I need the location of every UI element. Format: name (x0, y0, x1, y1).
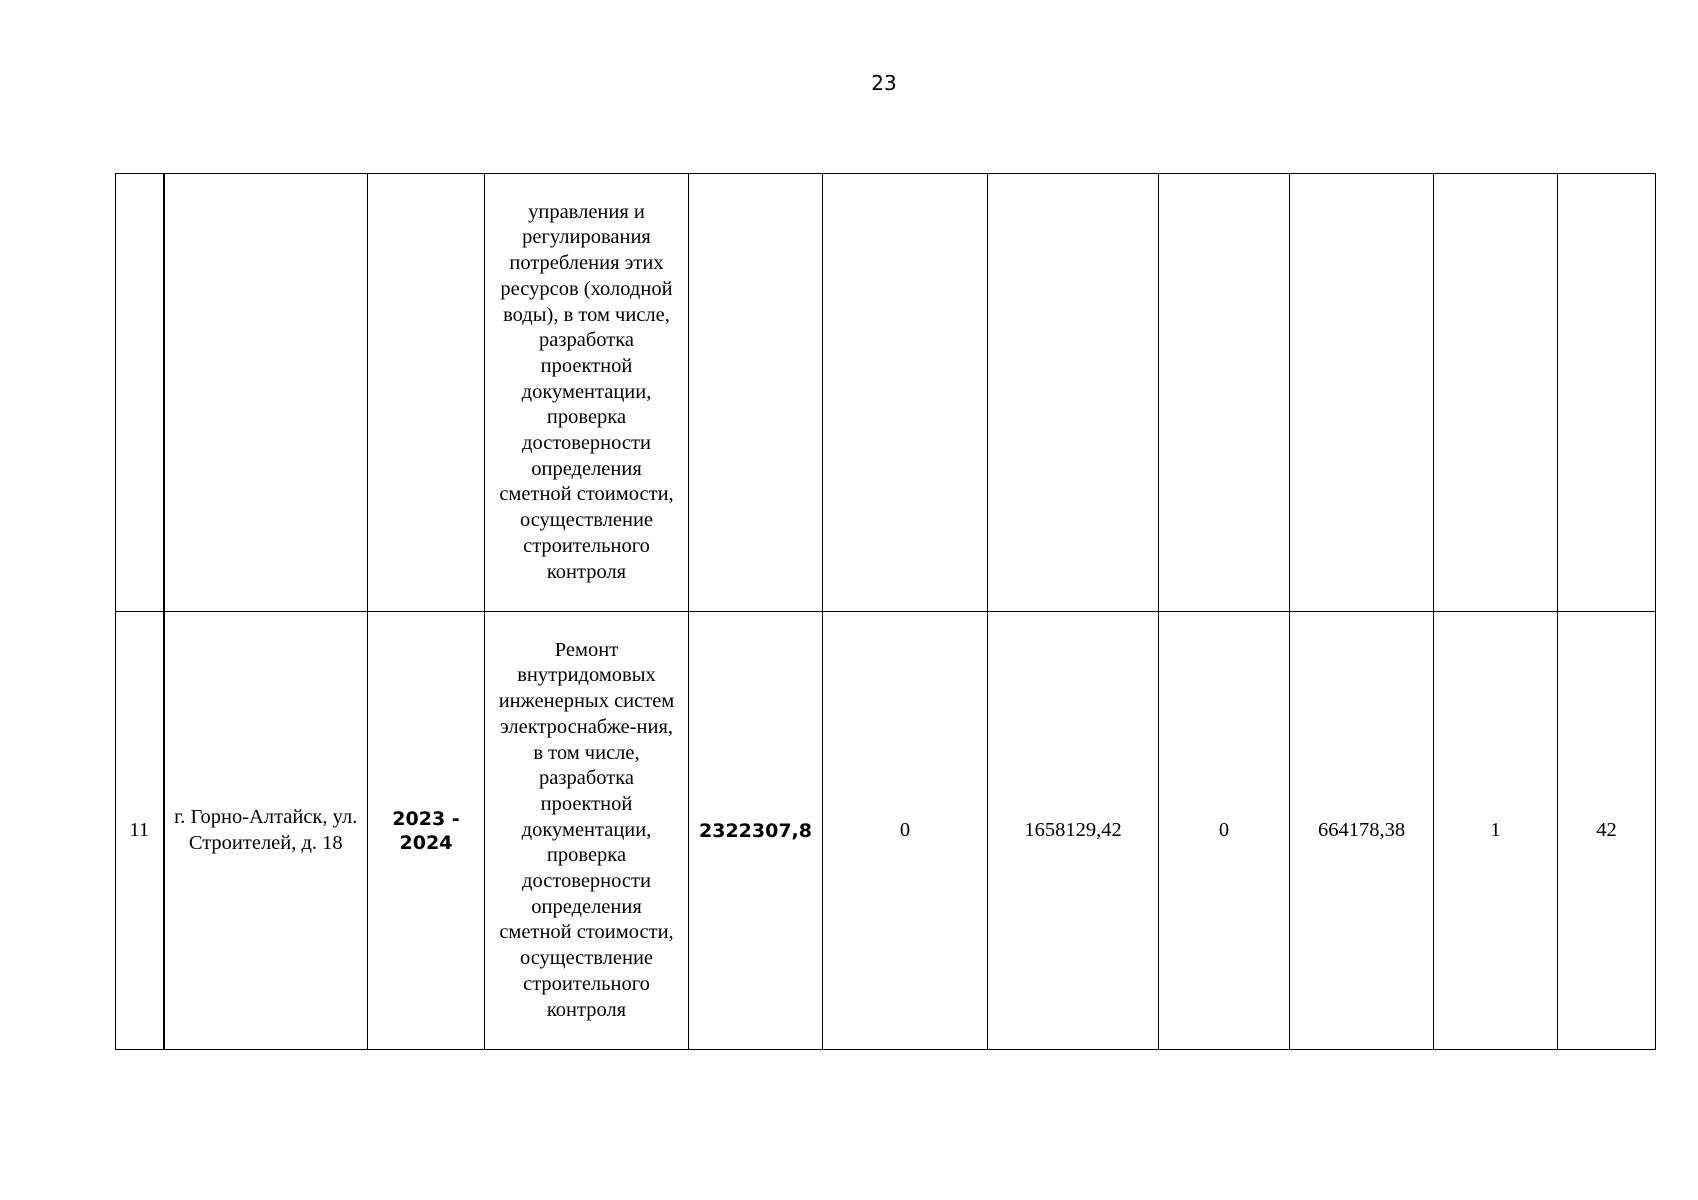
row-number-cell: 11 (116, 612, 164, 1050)
total-cost-cell (689, 174, 823, 612)
cost-cell-6 (823, 174, 988, 612)
value-cell-11: 42 (1558, 612, 1656, 1050)
value-cell-10: 1 (1434, 612, 1558, 1050)
cost-cell-9 (1290, 174, 1434, 612)
cost-cell-8 (1159, 174, 1290, 612)
table-row (116, 612, 1656, 1050)
repair-program-table (115, 173, 1656, 1050)
table-row (116, 174, 1656, 612)
page-number: 23 (871, 71, 897, 95)
total-cost-cell: 2322307,8 (689, 612, 823, 1050)
address-cell: г. Горно-Алтайск, ул. Строителей, д. 18 (164, 612, 368, 1050)
cost-cell-6: 0 (823, 612, 988, 1050)
period-cell: 2023 - 2024 (368, 612, 485, 1050)
row-number-cell (116, 174, 164, 612)
address-cell (164, 174, 368, 612)
work-type-cell: управления и регулирования потребления этих ресурсов (холодной воды), в том числе, разработка проектной документации, проверка достоверности определения сметной стоимости, осуществление строительного контроля (485, 174, 689, 612)
period-cell (368, 174, 485, 612)
cost-cell-8: 0 (1159, 612, 1290, 1050)
value-cell-10 (1434, 174, 1558, 612)
cost-cell-9: 664178,38 (1290, 612, 1434, 1050)
value-cell-11 (1558, 174, 1656, 612)
cost-cell-7: 1658129,42 (988, 612, 1159, 1050)
cost-cell-7 (988, 174, 1159, 612)
work-type-cell: Ремонт внутридомовых инженерных систем электроснабже-ния, в том числе, разработка проектной документации, проверка достоверности определения сметной стоимости, осуществление строительного контроля (485, 612, 689, 1050)
